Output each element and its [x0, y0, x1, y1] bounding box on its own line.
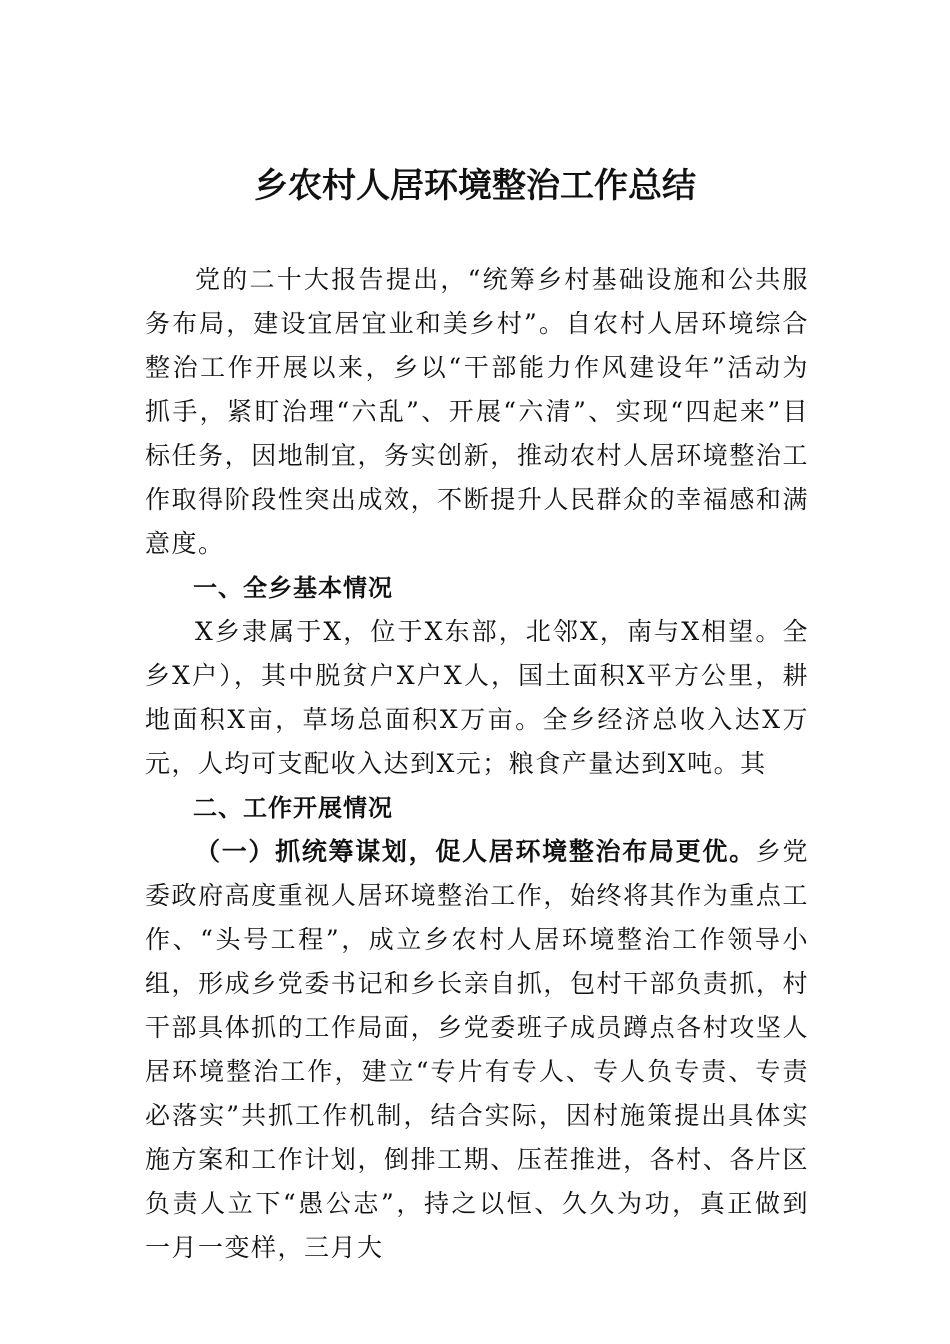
section-1-paragraph: X乡隶属于X，位于X东部，北邻X，南与X相望。全乡X户），其中脱贫户X户X人，国土面积X平方公里，耕地面积X亩，草场总面积X万亩。全乡经济总收入达X万元，人均可支配收入达到X元；粮食产量达到X吨。其	[145, 617, 809, 778]
intro-paragraph: 党的二十大报告提出，“统筹乡村基础设施和公共服务布局，建设宜居宜业和美乡村”。自农村人居环境综合整治工作开展以来，乡以“干部能力作风建设年”活动为抓手，紧盯治理“六乱”、开展“六清”、实现“四起来”目标任务，因地制宜，务实创新，推动农村人居环境整治工作取得阶段性突出成效，不断提升人民群众的幸福感和满意度。	[145, 265, 809, 558]
section-1-heading: 一、全乡基本情况	[193, 574, 393, 602]
section-2-heading: 二、工作开展情况	[193, 794, 393, 822]
document-title: 乡农村人居环境整治工作总结	[254, 166, 696, 206]
subsection-1-lead: （一）抓统筹谋划，促人居环境整治布局更优。	[195, 837, 756, 866]
document-body	[145, 258, 809, 1270]
section-2-subsection-1-paragraph	[145, 830, 809, 1270]
subsection-1-text: 乡党委政府高度重视人居环境整治工作，始终将其作为重点工作、“头号工程”，成立乡农村人居环境整治工作领导小组，形成乡党委书记和乡长亲自抓，包村干部负责抓，村干部具体抓的工作局面，乡党委班子成员蹲点各村攻坚人居环境整治工作，建立“专片有专人、专人负专责、专责必落实”共抓工作机制，结合实际，因村施策提出具体实施方案和工作计划，倒排工期、压茬推进，各村、各片区负责人立下“愚公志”，持之以恒、久久为功，真正做到一月一变样，三月大	[145, 837, 809, 1262]
